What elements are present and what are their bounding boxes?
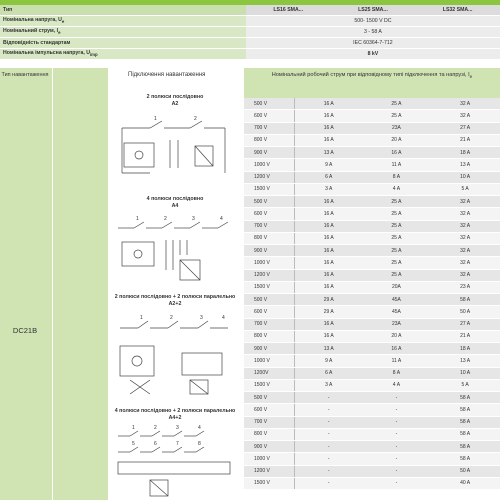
svg-text:4: 4 (222, 315, 225, 321)
table-row (244, 368, 500, 380)
svg-text:1: 1 (132, 425, 135, 431)
ls25-current-cell: - (395, 431, 398, 438)
voltage-cell: 900 V (244, 147, 295, 158)
ls25-current-cell: 11 A (391, 357, 402, 364)
voltage-cell: 900 V (244, 441, 295, 452)
ls25-current-cell: 25 A (391, 235, 402, 242)
svg-text:2: 2 (170, 315, 173, 321)
table-row (244, 196, 500, 208)
ls25-current-cell: 16 A (391, 149, 402, 156)
ls32-current-cell: 21 A (460, 333, 471, 340)
group-title: 4 полюси послідовно A4 (146, 196, 204, 209)
svg-text:1: 1 (154, 116, 157, 122)
table-row (244, 110, 500, 122)
model-ls25: LS25 SMA... (331, 5, 416, 16)
ls32-current-cell: 18 A (460, 149, 471, 156)
ls32-current-cell: 32 A (460, 112, 471, 119)
ls16-current-cell: 16 A (323, 235, 334, 242)
ls16-current-cell: 16 A (323, 259, 334, 266)
connection-header: Підключення навантаження (128, 72, 206, 78)
ls16-current-cell: - (327, 419, 330, 426)
ls25-current-cell: - (395, 480, 398, 487)
table-row (244, 355, 500, 367)
svg-text:2: 2 (194, 116, 197, 122)
ls32-current-cell: 32 A (460, 223, 471, 230)
current-header: Номінальний робочий струм при відповідному типі підключення та напрузі, $I_e$ (244, 68, 500, 98)
table-row (244, 417, 500, 429)
ls25-current-cell: 25 A (391, 223, 402, 230)
svg-text:2: 2 (154, 425, 157, 431)
table-row (244, 282, 500, 294)
wiring-diagram-a2 (110, 108, 240, 178)
ls16-current-cell: - (327, 443, 330, 450)
load-type-column (0, 68, 108, 500)
table-row (244, 331, 500, 343)
ls25-current-cell: 25 A (391, 100, 402, 107)
voltage-cell: 1000 V (244, 453, 295, 464)
ls16-current-cell: 29 A (323, 308, 334, 315)
ls25-current-cell: - (395, 468, 398, 475)
spec-value: 3 - 58 A (246, 27, 500, 38)
table-row (244, 306, 500, 318)
voltage-cell: 500 V (244, 392, 295, 403)
ls16-current-cell: 16 A (323, 125, 334, 132)
voltage-cell: 1200V (244, 368, 295, 379)
ls16-current-cell: - (327, 480, 330, 487)
svg-text:8: 8 (198, 441, 201, 447)
ls32-current-cell: 32 A (460, 210, 471, 217)
ls25-current-cell: - (395, 455, 398, 462)
type-label: Тип (0, 5, 246, 16)
ls25-current-cell: 20 A (391, 137, 402, 144)
voltage-cell: 1500 V (244, 184, 295, 195)
voltage-cell: 1500 V (244, 380, 295, 391)
svg-text:4: 4 (220, 216, 223, 222)
table-row (244, 466, 500, 478)
table-row (244, 123, 500, 135)
ls16-current-cell: 9 A (325, 357, 333, 364)
ls25-current-cell: 25 A (391, 198, 402, 205)
ls32-current-cell: 27 A (460, 125, 471, 132)
voltage-cell: 700 V (244, 319, 295, 330)
ls16-current-cell: 16 A (323, 223, 334, 230)
group-title: 2 полюси послідовно A2 (146, 94, 204, 107)
wiring-diagram-a2-2 (110, 308, 240, 398)
voltage-cell: 700 V (244, 417, 295, 428)
ls16-current-cell: 3 A (325, 382, 333, 389)
svg-text:7: 7 (176, 441, 179, 447)
table-row (244, 392, 500, 404)
svg-text:5: 5 (132, 441, 135, 447)
ls16-current-cell: 16 A (323, 321, 334, 328)
ls25-current-cell: 8 A (392, 174, 401, 181)
voltage-cell: 500 V (244, 98, 295, 109)
spec-row (0, 38, 500, 49)
group-title: 2 полюси послідовно + 2 полюси паралельно A2+2 (114, 294, 236, 307)
table-row (244, 453, 500, 465)
ls25-current-cell: 45A (391, 308, 401, 315)
ls32-current-cell: 13 A (460, 161, 471, 168)
table-row (244, 257, 500, 269)
svg-text:3: 3 (192, 216, 195, 222)
ls32-current-cell: 50 A (460, 308, 471, 315)
ls25-current-cell: 16 A (391, 345, 402, 352)
ls16-current-cell: 16 A (323, 100, 334, 107)
table-row (244, 270, 500, 282)
voltage-cell: 500 V (244, 196, 295, 207)
voltage-cell: 900 V (244, 343, 295, 354)
ls32-current-cell: 32 A (460, 259, 471, 266)
group-title: 4 полюси послідовно + 2 полюси паралельно A4+2 (114, 408, 236, 421)
ls25-current-cell: 20 A (391, 333, 402, 340)
ls32-current-cell: 18 A (460, 345, 471, 352)
ls32-current-cell: 50 A (460, 468, 471, 475)
ls16-current-cell: 16 A (323, 198, 334, 205)
svg-text:6: 6 (154, 441, 157, 447)
table-row (244, 147, 500, 159)
ls16-current-cell: 16 A (323, 112, 334, 119)
load-type-header: Тип навантаження (1, 72, 49, 78)
spec-value: IEC 60364-7-712 (246, 38, 500, 49)
ls25-current-cell: - (395, 419, 398, 426)
ls25-current-cell: 23A (391, 321, 401, 328)
table-row (244, 478, 500, 490)
spec-value: 8 kV (246, 49, 500, 60)
ls32-current-cell: 58 A (460, 419, 471, 426)
voltage-cell: 500 V (244, 294, 295, 305)
voltage-cell: 600 V (244, 404, 295, 415)
svg-text:3: 3 (176, 425, 179, 431)
voltage-cell: 600 V (244, 306, 295, 317)
table-row (244, 172, 500, 184)
ls16-current-cell: 6 A (325, 174, 333, 181)
table-row (244, 404, 500, 416)
table-row (244, 343, 500, 355)
ls25-current-cell: 11 A (391, 161, 402, 168)
column-divider (52, 68, 53, 500)
ls16-current-cell: - (327, 455, 330, 462)
table-row (244, 380, 500, 392)
ls32-current-cell: 58 A (460, 431, 471, 438)
ls32-current-cell: 58 A (460, 406, 471, 413)
ls32-current-cell: 32 A (460, 272, 471, 279)
ls32-current-cell: 58 A (460, 455, 471, 462)
ls25-current-cell: 4 A (392, 382, 401, 389)
svg-text:1: 1 (136, 216, 139, 222)
ls32-current-cell: 10 A (460, 174, 471, 181)
ls32-current-cell: 32 A (460, 247, 471, 254)
spec-header-table (0, 5, 500, 60)
spec-label: Номінальна імпульсна напруга, $U_{imp}$ (0, 49, 246, 60)
ls25-current-cell: 25 A (391, 210, 402, 217)
ls25-current-cell: 25 A (391, 112, 402, 119)
svg-text:1: 1 (140, 315, 143, 321)
spec-value: 500- 1500 V DC (246, 16, 500, 27)
ls32-current-cell: 13 A (460, 357, 471, 364)
ls16-current-cell: - (327, 431, 330, 438)
ls32-current-cell: 58 A (460, 394, 471, 401)
connection-diagrams-panel (110, 68, 240, 500)
voltage-cell: 800 V (244, 233, 295, 244)
svg-text:2: 2 (164, 216, 167, 222)
svg-text:3: 3 (200, 315, 203, 321)
ls16-current-cell: 29 A (323, 296, 334, 303)
table-row (244, 319, 500, 331)
ls32-current-cell: 32 A (460, 100, 471, 107)
voltage-cell: 800 V (244, 135, 295, 146)
voltage-cell: 1200 V (244, 466, 295, 477)
ls16-current-cell: 16 A (323, 272, 334, 279)
voltage-cell: 600 V (244, 110, 295, 121)
voltage-cell: 1000 V (244, 159, 295, 170)
voltage-cell: 600 V (244, 208, 295, 219)
ls32-current-cell: 40 A (460, 480, 471, 487)
ls16-current-cell: 16 A (323, 284, 334, 291)
ls16-current-cell: - (327, 406, 330, 413)
ls25-current-cell: 25 A (391, 247, 402, 254)
ls32-current-cell: 27 A (460, 321, 471, 328)
ls32-current-cell: 5 A (461, 186, 469, 193)
model-ls16: LS16 SMA... (246, 5, 331, 16)
voltage-cell: 700 V (244, 123, 295, 134)
ls25-current-cell: - (395, 394, 398, 401)
voltage-cell: 1000 V (244, 355, 295, 366)
wiring-diagram-a4-2 (110, 422, 240, 500)
voltage-cell: 1200 V (244, 270, 295, 281)
model-ls32: LS32 SMA... (415, 5, 500, 16)
table-row (244, 208, 500, 220)
spec-row (0, 16, 500, 27)
spec-label: Номінальна напруга, $U_e$ (0, 16, 246, 27)
category-label: DC21B (12, 326, 38, 335)
ls32-current-cell: 23 A (460, 284, 471, 291)
ls25-current-cell: 45A (391, 296, 401, 303)
ls25-current-cell: 23A (391, 125, 401, 132)
spec-row (0, 49, 500, 60)
ls16-current-cell: 16 A (323, 137, 334, 144)
ls16-current-cell: 13 A (323, 149, 334, 156)
table-row (244, 184, 500, 196)
ls25-current-cell: 4 A (392, 186, 401, 193)
ls16-current-cell: 16 A (323, 333, 334, 340)
ls16-current-cell: 3 A (325, 186, 333, 193)
ls16-current-cell: 16 A (323, 210, 334, 217)
ls16-current-cell: - (327, 394, 330, 401)
voltage-cell: 1500 V (244, 478, 295, 489)
table-row (244, 245, 500, 257)
ls32-current-cell: 32 A (460, 235, 471, 242)
voltage-cell: 900 V (244, 245, 295, 256)
ls25-current-cell: - (395, 443, 398, 450)
voltage-cell: 800 V (244, 331, 295, 342)
voltage-cell: 1200 V (244, 172, 295, 183)
ls32-current-cell: 10 A (460, 370, 471, 377)
table-row (244, 294, 500, 306)
svg-text:4: 4 (198, 425, 201, 431)
ls32-current-cell: 21 A (460, 137, 471, 144)
table-row (244, 159, 500, 171)
spec-label: Номінальний струм, $I_e$ (0, 27, 246, 38)
ls32-current-cell: 58 A (460, 443, 471, 450)
voltage-cell: 1500 V (244, 282, 295, 293)
current-ratings-grid (244, 98, 500, 490)
ls25-current-cell: 25 A (391, 259, 402, 266)
voltage-cell: 1000 V (244, 257, 295, 268)
table-row (244, 441, 500, 453)
ls32-current-cell: 5 A (461, 382, 469, 389)
ls25-current-cell: 20A (391, 284, 401, 291)
table-row (244, 135, 500, 147)
voltage-cell: 800 V (244, 429, 295, 440)
ls16-current-cell: 9 A (325, 161, 333, 168)
ls25-current-cell: 25 A (391, 272, 402, 279)
table-row (244, 429, 500, 441)
ls25-current-cell: - (395, 406, 398, 413)
table-row (244, 221, 500, 233)
ls16-current-cell: 16 A (323, 247, 334, 254)
type-row (0, 5, 500, 16)
wiring-diagram-a4 (110, 210, 240, 285)
voltage-cell: 700 V (244, 221, 295, 232)
ls32-current-cell: 58 A (460, 296, 471, 303)
ls16-current-cell: 13 A (323, 345, 334, 352)
table-row (244, 233, 500, 245)
ls16-current-cell: 6 A (325, 370, 333, 377)
ls16-current-cell: - (327, 468, 330, 475)
spec-label: Відповідність стандартам (0, 38, 246, 49)
ls25-current-cell: 8 A (392, 370, 401, 377)
ls32-current-cell: 32 A (460, 198, 471, 205)
table-row (244, 98, 500, 110)
spec-row (0, 27, 500, 38)
